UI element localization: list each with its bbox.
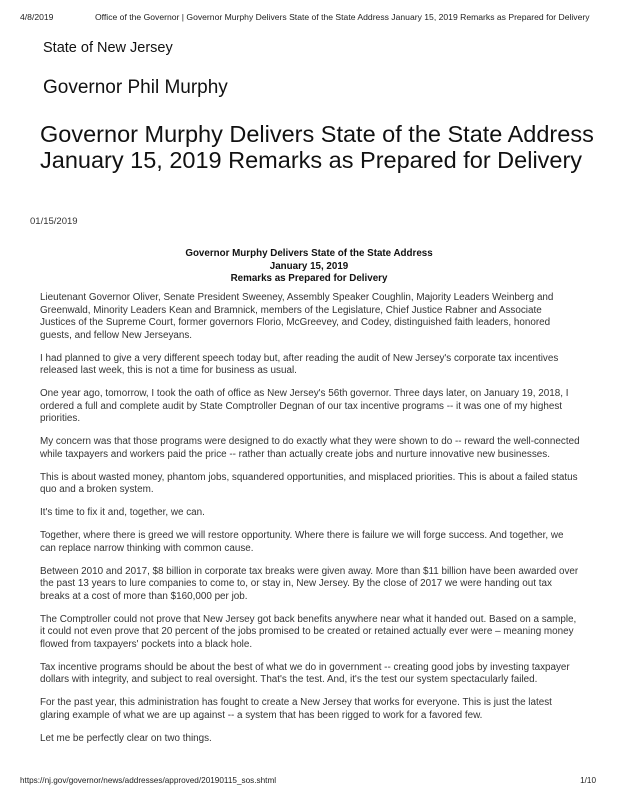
subhead-line: Governor Murphy Delivers State of the State Address bbox=[185, 248, 433, 259]
body-paragraph: One year ago, tomorrow, I took the oath of office as New Jersey's 56th governor. Three days later, on January 19, 2018, I ordered a full and complete audit by State Comptroller Degnan of our tax incentive programs -- it was one of my highest priorities. bbox=[40, 388, 569, 424]
body-paragraph: I had planned to give a very different speech today but, after reading the audit of New Jersey's corporate tax incentives released last week, this is not a time for business as usual. bbox=[40, 352, 559, 376]
article-subhead bbox=[40, 248, 578, 286]
body-paragraph: Let me be perfectly clear on two things. bbox=[40, 732, 212, 744]
body-paragraph: Tax incentive programs should be about the best of what we do in government -- creating good jobs by investing taxpayer dollars with integrity, and subject to real oversight. That's the test. And, it's the test our system spectacularly failed. bbox=[40, 661, 570, 685]
body-paragraph: This is about wasted money, phantom jobs, squandered opportunities, and misplaced priorities. This is about a failed status quo and a broken system. bbox=[40, 471, 578, 495]
body-paragraph: Between 2010 and 2017, $8 billion in corporate tax breaks were given away. More than $11 billion have been awarded over the past 13 years to lure companies to come to, or stay in, New Jersey. By the close of 2017 we were handing out tax breaks at a cost of more than $160,000 per job. bbox=[40, 565, 579, 602]
body-paragraph: Lieutenant Governor Oliver, Senate President Sweeney, Assembly Speaker Coughlin, Majority Leaders Weinberg and Greenwald, Minority Leaders Kean and Bramnick, members of the Legislature, Chief Justice Rabner and Associate Justices of the Supreme Court, former governors Florio, McGreevey, and Codey, distinguished faith leaders, honored guests, and fellow New Jerseyans. bbox=[40, 292, 554, 341]
print-url: https://nj.gov/governor/news/addresses/approved/20190115_sos.shtml bbox=[20, 776, 277, 785]
subhead-line: Remarks as Prepared for Delivery bbox=[230, 273, 388, 284]
body-paragraph: Together, where there is greed we will restore opportunity. Where there is failure we will forge success. And together, we can replace narrow thinking with common cause. bbox=[40, 530, 564, 554]
article-date: 01/15/2019 bbox=[30, 216, 78, 227]
body-paragraph: For the past year, this administration has fought to create a New Jersey that works for everyone. This is just the latest glaring example of what we are up against -- a system that has been rigged to work for a favored few. bbox=[40, 697, 552, 721]
state-name-link[interactable]: State of New Jersey bbox=[43, 40, 173, 56]
body-paragraph: It's time to fix it and, together, we can. bbox=[40, 507, 205, 518]
print-date: 4/8/2019 bbox=[20, 12, 54, 22]
subhead-line: January 15, 2019 bbox=[269, 260, 349, 272]
print-page-title: Office of the Governor | Governor Murphy Delivers State of the State Address January 15, 2019 Remarks as Prepared for Delivery bbox=[95, 12, 590, 22]
body-paragraph: The Comptroller could not prove that New Jersey got back benefits anywhere near what it handed out. Based on a sample, it could not even prove that 20 percent of the jobs promised to be created or retained actually ever were – meaning money flowed from taxpayers' pockets into a black hole. bbox=[40, 613, 577, 650]
governor-name-link[interactable]: Governor Phil Murphy bbox=[43, 77, 228, 98]
page-number: 1/10 bbox=[580, 776, 596, 785]
body-paragraph: My concern was that those programs were designed to do exactly what they were shown to do -- reward the well-connected while taxpayers and workers paid the price -- rather than actually create jobs and nurture innovative new businesses. bbox=[40, 436, 580, 460]
article-headline: Governor Murphy Delivers State of the State Address January 15, 2019 Remarks as Prepared for Delivery bbox=[40, 121, 594, 173]
article-body bbox=[40, 292, 580, 756]
